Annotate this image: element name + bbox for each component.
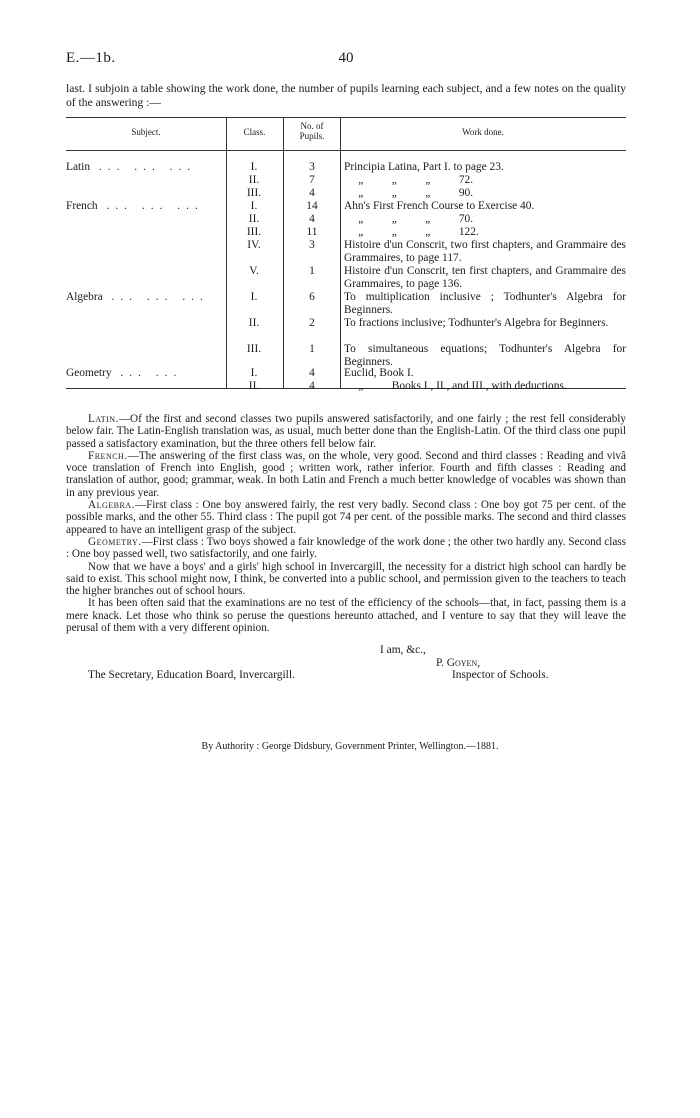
table-row (66, 367, 626, 380)
header-work: Work done. (462, 127, 504, 137)
pupils-cell: 4 (309, 213, 315, 225)
page-header (66, 50, 626, 72)
work-cell: Ahn's First French Course to Exercise 40. (344, 200, 535, 212)
paragraph-heading: Geometry. (88, 535, 142, 548)
subject-cell: Algebra ... ... ... (66, 291, 209, 303)
class-cell: II. (248, 317, 260, 329)
report-paragraph (66, 499, 626, 536)
pupils-cell: 3 (309, 239, 315, 251)
pupils-cell: 4 (309, 187, 315, 199)
report-body (66, 413, 626, 634)
signatory-name: P. Goyen, (436, 657, 481, 669)
page-number: 40 (338, 50, 354, 66)
class-cell: III. (246, 343, 262, 355)
class-cell: II. (248, 380, 260, 392)
pupils-cell: 4 (309, 380, 315, 392)
table-row (66, 265, 626, 290)
paragraph-text: —First class : One boy answered fairly, the rest very badly. Second class : One boy got 75 per cent. of the possible marks, and the other 55. Third class : The pupil got 74 per cent. of the possible marks. The second and third classes appeared to have an intelligent grasp of the subject. (66, 499, 626, 536)
table-row (66, 239, 626, 264)
header-subject: Subject. (131, 127, 161, 137)
work-cell: „ „ „ 122. (344, 226, 479, 238)
printer-imprint: By Authority : George Didsbury, Government Printer, Wellington.—1881. (201, 741, 499, 752)
pupils-cell: 4 (309, 367, 315, 379)
closing: I am, &c., (380, 644, 426, 656)
report-paragraph (66, 597, 626, 634)
work-cell: „ Books I., II., and III., with deductions. (344, 380, 567, 392)
work-cell: To multiplication inclusive ; Todhunter's Algebra for Beginners. (344, 291, 626, 316)
work-cell: „ „ „ 90. (344, 187, 474, 199)
paragraph-heading: Algebra. (88, 499, 135, 512)
work-cell: Principia Latina, Part I. to page 23. (344, 161, 504, 173)
pupils-cell: 1 (309, 265, 315, 277)
subject-cell: French ... ... ... (66, 200, 204, 212)
table-row (66, 161, 626, 174)
work-cell: Histoire d'un Conscrit, ten first chapters, and Grammaire des Grammaires, to page 136. (344, 265, 626, 290)
pupils-cell: 2 (309, 317, 315, 329)
pupils-cell: 14 (306, 200, 318, 212)
work-cell: „ „ „ 72. (344, 174, 474, 186)
pupils-cell: 6 (309, 291, 315, 303)
paragraph-heading: French. (88, 449, 128, 462)
pupils-cell: 3 (309, 161, 315, 173)
work-cell: To fractions inclusive; Todhunter's Algebra for Beginners. (344, 317, 609, 329)
report-paragraph (66, 450, 626, 499)
table-header-rule (66, 150, 626, 151)
class-cell: I. (250, 161, 258, 173)
intro-paragraph: last. I subjoin a table showing the work done, the number of pupils learning each subject, and a few notes on the quality of the answering :— (66, 82, 626, 109)
class-cell: II. (248, 213, 260, 225)
paragraph-text: —The answering of the first class was, on the whole, very good. Second and third classes : Reading and vivâ voce translation of French into English, good ; written work, rather inferior. Fourth and fifth classes : Reading and translation of author, good; grammar, weak. In both Latin and French a much better knowledge of vocables was shown than in any previous year. (66, 449, 626, 499)
report-paragraph (66, 413, 626, 450)
pupils-cell: 1 (309, 343, 315, 355)
class-cell: I. (250, 200, 258, 212)
leader-dots: ... ... (111, 367, 183, 379)
table-row (66, 291, 626, 316)
signatory-title: Inspector of Schools. (452, 669, 549, 681)
work-cell: To simultaneous equations; Todhunter's Algebra for Beginners. (344, 343, 626, 368)
table-row (66, 226, 626, 239)
class-cell: II. (248, 174, 260, 186)
paragraph-text: It has been often said that the examinations are no test of the efficiency of the schools—that, in fact, passing them is a mere knack. Let those who think so peruse the questions hereunto attached, and I venture to say that they will leave the perusal of them with a very different opinion. (66, 597, 626, 635)
header-pupils: No. of Pupils. (299, 121, 325, 141)
paragraph-text: —First class : Two boys showed a fair knowledge of the work done ; the other two hardly any. Second class : One boy passed well, two satisfactorily, and one fairly. (66, 535, 626, 561)
table-top-rule (66, 117, 626, 118)
class-cell: IV. (247, 239, 261, 251)
leader-dots: ... ... ... (102, 291, 209, 303)
pupils-cell: 7 (309, 174, 315, 186)
work-cell: Histoire d'un Conscrit, two first chapters, and Grammaire des Grammaires, to page 117. (344, 239, 626, 264)
table-row (66, 343, 626, 368)
table-row (66, 174, 626, 187)
class-cell: III. (246, 226, 262, 238)
document-code: E.—1b. (66, 50, 116, 66)
subject-cell: Latin ... ... ... (66, 161, 197, 173)
addressee: The Secretary, Education Board, Invercargill. (88, 669, 295, 681)
report-paragraph (66, 536, 626, 561)
class-cell: I. (250, 367, 258, 379)
report-paragraph (66, 561, 626, 598)
leader-dots: ... ... ... (90, 161, 197, 173)
work-cell: Euclid, Book I. (344, 367, 414, 379)
work-cell: „ „ „ 70. (344, 213, 474, 225)
table-row (66, 200, 626, 213)
paragraph-text: —Of the first and second classes two pupils answered satisfactorily, and one fairly ; the rest fell considerably below fair. The Latin-English translation was, as usual, much better done than the English-Latin. Of the third class one pupil passed a satisfactory examination, but the three others fell below fair. (66, 413, 626, 450)
paragraph-text: Now that we have a boys' and a girls' high school in Invercargill, the necessity for a district high school can hardly be said to exist. This school might now, I think, be converted into a public school, and permission given to the teachers to teach the higher branches out of school hours. (66, 560, 626, 598)
table-row (66, 317, 626, 330)
class-cell: V. (249, 265, 259, 277)
paragraph-heading: Latin. (88, 413, 119, 425)
leader-dots: ... ... ... (97, 200, 204, 212)
class-cell: III. (246, 187, 262, 199)
header-class: Class. (243, 127, 266, 137)
class-cell: I. (250, 291, 258, 303)
pupils-cell: 11 (306, 226, 318, 238)
subject-cell: Geometry ... ... (66, 367, 183, 379)
table-row (66, 187, 626, 200)
table-row (66, 213, 626, 226)
table-row (66, 380, 626, 393)
